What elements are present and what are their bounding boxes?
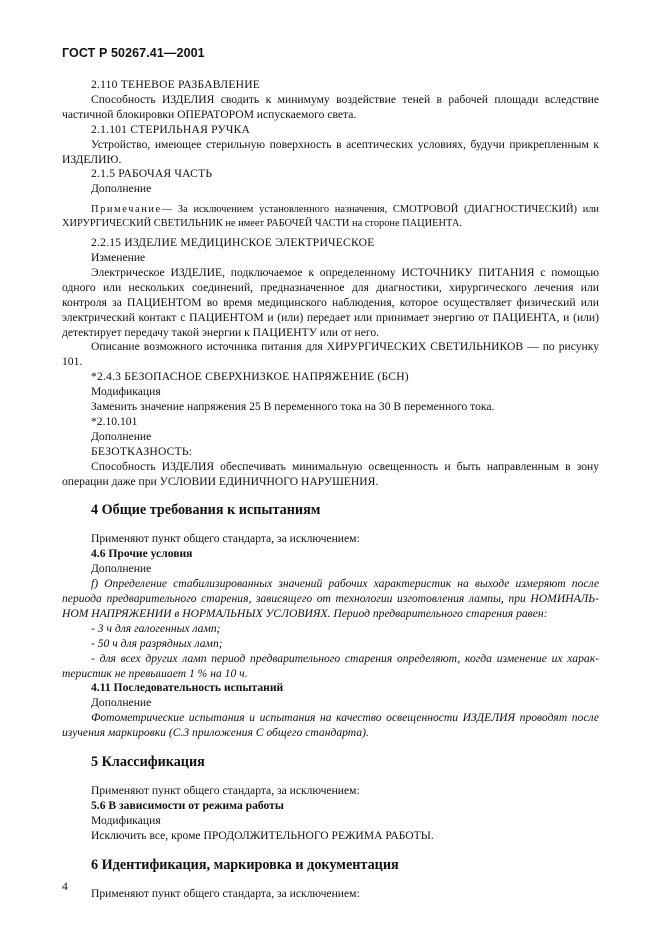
term-definition: Устройство, имеющее стерильную поверхность в асептических условиях, будучи прикрепленным к ИЗДЕЛИЮ. [62, 137, 599, 166]
term-definition: Способность ИЗДЕЛИЯ сводить к минимуму воздействие теней в рабочей площади вследствие частичной блокировки ОПЕРАТОРОМ испускаемого света. [62, 92, 599, 121]
clause-title: 4.11 Последовательность испытаний [91, 681, 284, 695]
subclause-label: Дополнение [91, 562, 152, 576]
term-title: 2.2.15 ИЗДЕЛИЕ МЕДИЦИНСКОЕ ЭЛЕКТРИЧЕСКОЕ [91, 236, 375, 250]
subclause-label: Дополнение [91, 182, 152, 196]
subclause-label: Модификация [91, 385, 161, 399]
list-item: - для всех других ламп период предварительного старения определяют, когда изменение их характеристик не превышает 1 % на 10 ч. [62, 651, 599, 680]
subclause-label: Изменение [91, 250, 146, 264]
term-title: 2.110 ТЕНЕВОЕ РАЗБАВЛЕНИЕ [91, 78, 261, 91]
subclause-label: Дополнение [91, 429, 152, 443]
section-intro: Применяют пункт общего стандарта, за исключением: [91, 783, 360, 797]
term-title: *2.10.101 [91, 414, 138, 428]
term-definition: Заменить значение напряжения 25 В переменного тока на 30 В переменного тока. [91, 400, 495, 414]
list-item: - 50 ч для разрядных ламп; [91, 636, 223, 650]
section-intro: Применяют пункт общего стандарта, за исключением: [91, 886, 360, 900]
note-label: Примечание [91, 204, 162, 216]
section-heading: 6 Идентификация, маркировка и документация [91, 856, 399, 873]
section-intro: Применяют пункт общего стандарта, за исключением: [91, 532, 360, 546]
clause-text: Фотометрические испытания и испытания на качество освещенности ИЗДЕЛИЯ проводят после изучения маркировки (С.3 приложения С общего стандарта). [62, 711, 599, 740]
note-text: — За исключением установленного назначения, СМОТРОВОЙ (ДИАГНОСТИЧЕСКИЙ) или ХИРУРГИЧЕСКИЙ СВЕТИЛЬНИК не имеет РАБОЧЕЙ ЧАСТИ на стороне ПАЦИЕНТА. [62, 204, 599, 229]
page-content [62, 78, 599, 901]
clause-title: 5.6 В зависимости от режима работы [91, 798, 284, 812]
subclause-label: Модификация [91, 813, 161, 827]
term-title: 2.1.101 СТЕРИЛЬНАЯ РУЧКА [91, 122, 251, 136]
subclause-label: Дополнение [91, 696, 152, 710]
term-definition: Электрическое ИЗДЕЛИЕ, подключаемое к определенному ИСТОЧНИКУ ПИТАНИЯ с помощью одного или нескольких соединений, предназначенное для диагностики, хирургического лечения или контроля за ПАЦИЕНТОМ во время медицинского наблюдения, которое осуществляет физический или электрический контакт с ПАЦИЕНТОМ и (или) передает или принимает энергию от ПАЦИЕНТА, и (или) детектирует передачу такой энергии к ПАЦИЕНТУ или от него. [62, 265, 599, 339]
page-header: ГОСТ Р 50267.41—2001 [62, 46, 205, 60]
clause-text: Исключить все, кроме ПРОДОЛЖИТЕЛЬНОГО РЕЖИМА РАБОТЫ. [91, 828, 434, 842]
term-title: *2.4.3 БЕЗОПАСНОЕ СВЕРХНИЗКОЕ НАПРЯЖЕНИЕ (БСН) [91, 370, 409, 384]
note [62, 203, 599, 230]
term-definition: Описание возможного источника питания для ХИРУРГИЧЕСКИХ СВЕТИЛЬНИКОВ — по рисунку 101. [62, 340, 599, 369]
list-item: - 3 ч для галогенных ламп; [91, 621, 221, 635]
term-name: БЕЗОТКАЗНОСТЬ: [91, 444, 193, 458]
section-heading: 4 Общие требования к испытаниям [91, 502, 321, 519]
term-definition: Способность ИЗДЕЛИЯ обеспечивать минимальную освещенность и быть направленным в зону операции даже при УСЛОВИИ ЕДИНИЧНОГО НАРУШЕНИЯ. [62, 459, 599, 488]
section-heading: 5 Классификация [91, 754, 205, 771]
clause-text: f) Определение стабилизированных значений рабочих характеристик на выходе измеряют после периода предварительного старения, зависящего от технологии изготовления лампы, при НОМИНАЛЬНОМ НАПРЯЖЕНИИ в НОРМАЛЬНЫХ УСЛОВИЯХ. Период предварительного старения равен: [62, 577, 599, 620]
term-title: 2.1.5 РАБОЧАЯ ЧАСТЬ [91, 167, 213, 181]
page-number: 4 [62, 880, 68, 893]
clause-title: 4.6 Прочие условия [91, 547, 193, 561]
